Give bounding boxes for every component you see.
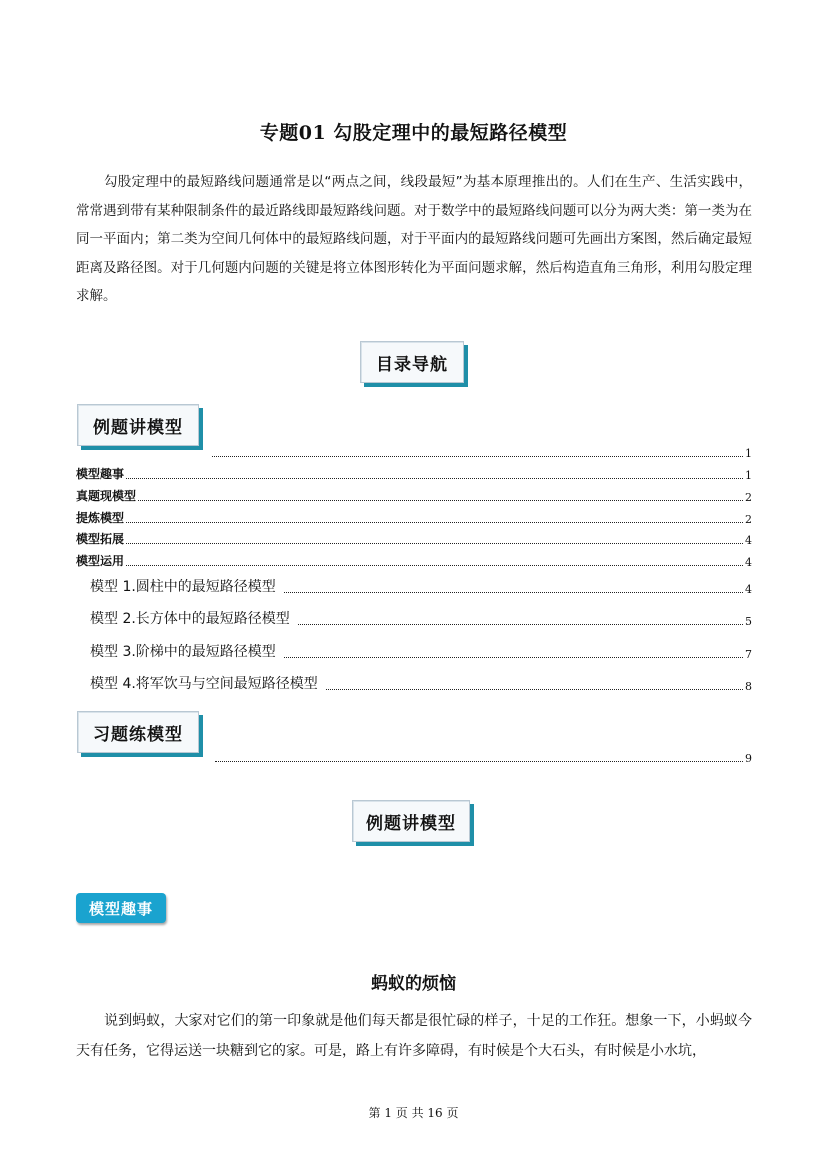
toc-row[interactable] xyxy=(76,510,752,526)
toc-sub-row[interactable] xyxy=(90,643,752,661)
toc-sub-row[interactable] xyxy=(90,578,752,596)
toc-page: 4 xyxy=(745,534,752,547)
toc-sub-row[interactable] xyxy=(90,610,752,628)
toc-row[interactable] xyxy=(76,488,752,504)
toc-label: 模型运用 xyxy=(76,554,125,568)
section1-title-box xyxy=(352,800,470,842)
toc-dots xyxy=(326,688,743,690)
toc-page: 8 xyxy=(745,680,752,693)
section1-title-label: 例题讲模型 xyxy=(366,813,456,834)
model-story-badge-label: 模型趣事 xyxy=(88,899,153,918)
toc-dots xyxy=(284,656,743,658)
story-paragraph xyxy=(76,1006,752,1066)
toc-row[interactable] xyxy=(76,553,752,569)
toc-sub-label: 模型 3.阶梯中的最短路径模型 xyxy=(90,644,276,660)
toc-dots xyxy=(284,591,743,593)
story-title: 蚂蚁的烦恼 xyxy=(371,974,456,994)
section2-heading-box xyxy=(77,711,199,753)
page-title: 专题01 勾股定理中的最短路径模型 xyxy=(259,122,568,144)
toc-page: 9 xyxy=(745,752,752,765)
toc-sub-row[interactable] xyxy=(90,675,752,693)
toc-dots xyxy=(215,760,743,762)
toc-row[interactable] xyxy=(76,531,752,547)
toc-dots xyxy=(126,542,743,544)
toc-label: 模型趣事 xyxy=(76,467,125,481)
toc-page: 2 xyxy=(745,513,752,526)
toc-dots xyxy=(126,477,743,479)
toc-page: 7 xyxy=(745,648,752,661)
toc-page: 4 xyxy=(745,583,752,596)
toc-dots xyxy=(126,564,743,566)
toc-row-section1[interactable] xyxy=(210,444,752,460)
toc-label: 真题现模型 xyxy=(76,489,137,503)
nav-heading-box xyxy=(360,341,464,383)
toc-dots xyxy=(126,521,743,523)
section1-heading-box xyxy=(77,404,199,446)
toc-sub-label: 模型 1.圆柱中的最短路径模型 xyxy=(90,579,276,595)
toc-sub-label: 模型 4.将军饮马与空间最短路径模型 xyxy=(90,676,318,692)
toc-page: 1 xyxy=(745,469,752,482)
section2-heading-label: 习题练模型 xyxy=(93,724,183,745)
toc-page: 2 xyxy=(745,491,752,504)
toc-dots xyxy=(138,499,743,501)
toc-label: 模型拓展 xyxy=(76,532,125,546)
toc-dots xyxy=(212,455,743,457)
toc-row-section2[interactable] xyxy=(213,749,752,765)
page-footer: 第 1 页 共 16 页 xyxy=(368,1106,459,1120)
toc-page: 4 xyxy=(745,556,752,569)
model-story-badge xyxy=(76,893,166,923)
toc-label: 提炼模型 xyxy=(76,511,125,525)
intro-text: 勾股定理中的最短路线问题通常是以“两点之间，线段最短”为基本原理推出的。人们在生产、生活实践中，常常遇到带有某种限制条件的最近路线即最短路线问题。对于数学中的最短路线问题可以分为两大类：第一类为在同一平面内；第二类为空间几何体中的最短路线问题，对于平面内的最短路线问题可先画出方案图，然后确定最短距离及路径图。对于几何题内问题的关键是将立体图形转化为平面问题求解，然后构造直角三角形，利用勾股定理求解。 xyxy=(76,174,752,304)
section1-heading-label: 例题讲模型 xyxy=(93,417,183,438)
toc-dots xyxy=(298,623,743,625)
toc-page: 5 xyxy=(745,615,752,628)
intro-paragraph xyxy=(76,168,752,311)
toc-row[interactable] xyxy=(76,466,752,482)
toc-page: 1 xyxy=(745,447,752,460)
toc-sub-label: 模型 2.长方体中的最短路径模型 xyxy=(90,611,290,627)
nav-heading-label: 目录导航 xyxy=(376,354,448,375)
story-text: 说到蚂蚁，大家对它们的第一印象就是他们每天都是很忙碌的样子，十足的工作狂。想象一下，小蚂蚁今天有任务，它得运送一块糖到它的家。可是，路上有许多障碍，有时候是个大石头，有时候是小水坑， xyxy=(76,1013,752,1059)
